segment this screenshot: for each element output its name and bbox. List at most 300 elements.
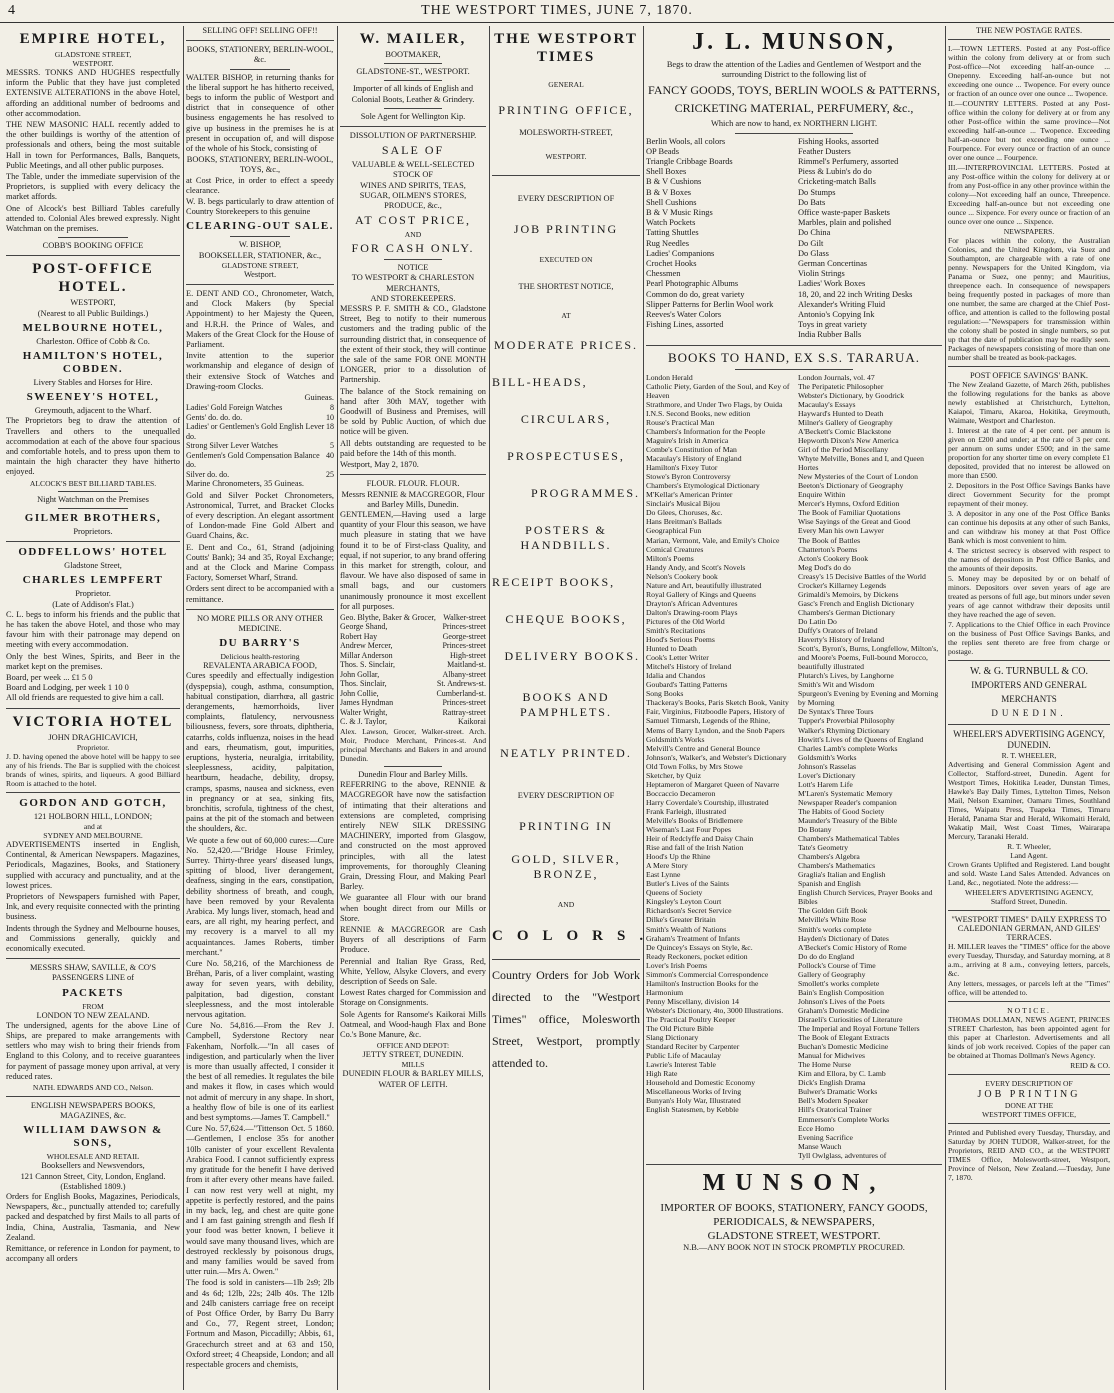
signer-row-cell: Cumberland-st. — [436, 688, 486, 698]
divider — [340, 474, 486, 475]
book-list-item: Newspaper Reader's companion — [798, 797, 897, 807]
book-list-item: Gallery of Geography — [798, 969, 866, 979]
book-list-item: Spanish and English — [798, 879, 861, 889]
dawson-title: WILLIAM DAWSON & SONS, — [23, 1124, 163, 1150]
mills-body-2: We guarantee all Flour with our brand when bought direct from our Mills or Store. — [340, 893, 486, 923]
empire-body-3: The Table, under the immediate supervision of the Proprietors, is supplied with every delicacy the market affords. — [6, 172, 180, 202]
night-watchman: Night Watchman on the Premises — [37, 494, 149, 504]
empire-body-2: THE NEW MASONIC HALL recently added to the other buildings is worthy of the attention of professionals and others, being the most suitable Hall in town for Performances, Balls, Banquets, Public Meetings, and all other public purposes. — [6, 120, 180, 170]
divider — [6, 255, 180, 256]
book-list-item: Rouse's Practical Man — [646, 417, 715, 427]
book-list-item: Goldsmith's Works — [646, 734, 705, 744]
book-list-item: Graham's Treatment of Infants — [646, 933, 740, 943]
divider — [948, 366, 1110, 367]
du-barry-body-6: The food is sold in canisters—1lb 2s9; 2lb and 4s 6d; 12lb, 22s; 24lb 40s. The 12lb and 24lb canisters carriage free on receipt of Post Office Order, by Barry Du Barry and Co., 77, Regent street, London; Fortnum and Mason, Piccadilly; Abbis, 61, Gracechurch street and at 63 and 150, Oxford street; 4 Cheapside, London; and all respectable grocers and chemists, — [186, 1278, 334, 1369]
book-list-item: A Mere Story — [646, 861, 688, 871]
book-list-item: Girl of the Period Miscellany — [798, 445, 889, 455]
column-3 — [340, 26, 486, 1390]
book-list-item: Graglia's Italian and English — [798, 870, 886, 880]
delivery-books: DELIVERY BOOKS. — [504, 648, 640, 663]
wheeler-sig: R. T. Wheeler, — [1007, 842, 1051, 851]
goods-list-item: Berlin Wools, all colors — [646, 136, 726, 146]
signer-row-cell: Robert Hay — [340, 631, 378, 641]
goods-list-item: Ladies' Companions — [646, 248, 715, 258]
executed-on: EXECUTED ON — [539, 255, 593, 265]
goods-list-item: Tatting Shuttles — [646, 228, 699, 238]
book-list-item: Beeton's Dictionary of Geography — [798, 481, 904, 491]
westport-times-title: THE WESTPORT TIMES — [494, 31, 638, 65]
at-label: AT — [561, 310, 571, 320]
divider — [384, 259, 442, 260]
book-list-item: The Peripatetic Philosopher — [798, 381, 884, 391]
signer-row-cell: Walker-street — [443, 612, 486, 622]
selling-off-sub: BOOKS, STATIONERY, BERLIN-WOOL, &c. — [186, 45, 334, 65]
book-list-item: Hood's Up the Rhine — [646, 852, 711, 862]
book-list-item: Charles Lamb's complete Works — [798, 743, 898, 753]
dent-body-6: Orders sent direct to be accompanied with a remittance. — [186, 584, 334, 604]
price-row-cell: Gents' do. do. do. — [186, 412, 243, 422]
book-list-item: Macaulay's History of England — [646, 454, 742, 464]
book-list-item: Rise and fall of the Irish Nation — [646, 843, 744, 853]
divider — [948, 1123, 1110, 1124]
book-list-item: Johnson's, Walker's, and Webster's Dictionary — [646, 752, 787, 762]
savings-body-6: 5. Money may be deposited by or on behalf of minors. Depositors over seven years of age are treated as persons of full age, but minors under seven years of age cannot withdraw their deposits until they have reached the age of seven. — [948, 574, 1110, 619]
book-list-item: Hayward's Hunted to Death — [798, 408, 884, 418]
book-list-item: Butler's Lives of the Saints — [646, 879, 729, 889]
book-list-item: Walker's Rhyming Dictionary — [798, 725, 890, 735]
flour-sub: Messrs RENNIE & MACGREGOR, Flour and Barley Mills, Dunedin. — [341, 489, 485, 509]
book-list-item: Acton's Cookery Book — [798, 553, 869, 563]
divider — [230, 69, 289, 70]
goods-list-item: OP Beads — [646, 146, 679, 156]
book-list-item: Cook's Letter Writer — [646, 653, 709, 663]
signer-row-cell: Maitland-st. — [447, 660, 486, 670]
book-list-item: Marian, Vermont, Vale, and Emily's Choice — [646, 535, 780, 545]
goods-list-item: Fishing Hooks, assorted — [798, 136, 879, 146]
book-list-item: Graham's Domestic Medicine — [798, 1005, 890, 1015]
book-list-item: Goldsmith's Works — [798, 752, 857, 762]
book-list-item: Wiseman's Last Four Popes — [646, 825, 731, 835]
flour-signers-table — [340, 613, 486, 727]
book-list-item: Chambers's German Dictionary — [798, 607, 896, 617]
dawson-sub-4: (Established 1809.) — [60, 1181, 126, 1191]
book-list-item: Manual for Midwives — [798, 1051, 866, 1061]
signer-row — [340, 613, 486, 623]
clearing-sale: CLEARING-OUT SALE. — [186, 220, 334, 233]
circulars: CIRCULARS, — [520, 411, 612, 426]
price-row-cell: 18 — [326, 422, 334, 432]
book-list-item: Smith's Wealth of Nations — [646, 924, 727, 934]
book-list-item: Duffy's Orators of Ireland — [798, 625, 878, 635]
miller-body-2: Any letters, messages, or parcels left at the "Times" office, will be attended to. — [948, 979, 1110, 997]
book-list-item: Lawrie's Interest Table — [646, 1060, 716, 1070]
westport-label: WESTPORT. — [545, 152, 587, 162]
savings-body-4: 3. A depositor in any one of the Post Office Banks can continue his deposits at any other of such Banks, and can withdraw his money at that Post Office Bank which is most convenient to him. — [948, 509, 1110, 545]
empire-body: MESSRS. TONKS AND HUGHES respectfully inform the Public that they have just completed EXTENSIVE ALTERATIONS in the above Hotel, affording an additional number of bedrooms and other accommodation. — [6, 68, 180, 118]
book-list-item: London Journals, vol. 47 — [798, 372, 875, 382]
goods-lists — [646, 137, 942, 341]
signer-row-cell: Geo. Blythe, Baker & Grocer, — [340, 612, 436, 622]
book-list-item: Howitt's Lives of the Queens of England — [798, 734, 924, 744]
book-list-item: Smollett's works complete — [798, 978, 880, 988]
shaw-body: The undersigned, agents for the above Line of Ships, are prepared to make arrangements with settlers who may wish to bring their friends from England to this Colony, and to receive guarantees for payment of passage money upon arrival, at very reduced rates. — [6, 1020, 180, 1081]
divider — [6, 708, 180, 709]
book-list-item: Richardson's Secret Service — [646, 906, 732, 916]
wheeler-body: Advertising and General Commission Agent and Collector, Stafford-street, Dunedin. Agent for Westport Times, Hokitika Leader, Dunstan Times, Hawke's Bay Daily Times, Lyttelton Times, Nelson Mail, Nelson Examiner, Oamaru Times, Southland Times, Waipatu Press, Tuapeka Times, Timaru Herald, Panama Star and Herald, Wikomaiti Herald, Wakatip Mail, West Coast Times, Wairarapa Mercury, Taranaki Herald. — [948, 760, 1110, 841]
price-row — [186, 451, 334, 470]
notice-title: NOTICE. — [1007, 1006, 1051, 1015]
english-newspapers: ENGLISH NEWSPAPERS BOOKS, MAGAZINES, &c. — [30, 1101, 156, 1121]
goods-list-item: Do Bats — [798, 197, 826, 207]
bishop-body-3: W. B. begs particularly to draw attention of Country Storekeepers to this genuine — [186, 197, 334, 217]
price-row — [186, 413, 334, 423]
book-list-item: Handy Andy, and Scott's Novels — [646, 562, 746, 572]
cobb-booking: COBB'S BOOKING OFFICE — [42, 241, 144, 251]
column-rule — [489, 26, 490, 1390]
lempfert-note: (Late of Addison's Flat.) — [52, 599, 134, 609]
gordon-gotch: GORDON AND GOTCH, — [19, 796, 167, 809]
mailer-sub: BOOTMAKER, — [385, 50, 441, 59]
book-list-item: Melville's White Rose — [798, 915, 867, 925]
dawson-body: Orders for English Books, Magazines, Periodicals, Newspapers, &c., punctually attended to; carefully packed and despatched by first Mails to all parts of India, China, Australia, Tasmania, and New Zealand. — [6, 1192, 180, 1242]
gilmer-sub: Proprietors. — [73, 526, 113, 536]
book-list-item: Thackeray's Books, Paris Sketch Book, Vanity Fair, Virginius, Fitzboodle Papers, History of Samuel Titmarsh, Legends of the Rhine, Mems of Barry Lyndon, and the Snob Papers — [646, 698, 789, 735]
colors: COLORS. — [492, 927, 658, 944]
smith-body: MESSRS P. F. SMITH & CO., Gladstone Street, Beg to notify to their numerous customers and the trading public of the surrounding district that, in consequence of the extent of their stock, they will continue the sale of the same FOR ONE MONTH LONGER, prior to a dissolution of Partnership. — [340, 304, 486, 385]
goods-list-item: 18, 20, and 22 inch Writing Desks — [798, 289, 913, 299]
dawson-sub-2: Booksellers and Newsvendors, — [41, 1161, 145, 1171]
book-list-item: Haverty's History of Ireland — [798, 635, 885, 645]
hamilton-sub: Livery Stables and Horses for Hire. — [33, 378, 153, 388]
signer-row-cell: John Collie, — [340, 688, 379, 698]
signer-row-cell: Thos. Sinclair, — [340, 679, 387, 689]
goods-list-item: Do China — [798, 228, 831, 238]
price-row — [186, 470, 334, 480]
flour-body-2: Alex. Lawson, Grocer, Walker-street. Arch. Moir, Produce Merchant, Princes-st. And principal Merchants and Bakers in and around Dunedin. — [340, 726, 486, 763]
masthead-title: THE WESTPORT TIMES, JUNE 7, 1870. — [421, 3, 693, 18]
book-list-item: Strathmore, and Under Two Flags, by Ouida — [646, 399, 783, 409]
book-list-item: Miscellaneous Works of Irving — [646, 1087, 742, 1097]
book-list-item: Chambers's Mathematical Tables — [798, 834, 900, 844]
book-list-item: Maunder's Treasury of the Bible — [798, 815, 898, 825]
signer-row-cell: Kaikorai — [458, 717, 486, 727]
book-list-item: Hood's Serious Poems — [646, 635, 715, 645]
shaw-from: FROM — [82, 1001, 104, 1011]
book-list-item: The Book of Battles — [798, 535, 861, 545]
book-list-item: New Mysteries of the Court of London — [798, 472, 918, 482]
book-list-item: English Church Services, Prayer Books and Bibles — [798, 888, 933, 907]
dent-body: E. DENT AND CO., Chronometer, Watch, and Clock Makers (by Special Appointment) to her Majesty the Queen, and H.R.H. the Prince of Wales, and Makers of the Great Clock for the House of Parliament. — [186, 289, 334, 350]
book-list-item: Ecce Homo — [798, 1123, 835, 1133]
book-list-item: Smith's Wit and Wisdom — [798, 680, 875, 690]
dent-body-4: Gold and Silver Pocket Chronometers, Astronomical, Turret, and Bracket Clocks of every description. An elegant assortment of London-made Fine Gold Albert and Guard Chains, &c. — [186, 490, 334, 541]
book-list-item: Royal Gallery of Kings and Queens — [646, 589, 756, 599]
divider — [58, 508, 128, 509]
wheeler-addr-2: Stafford Street, Dunedin. — [990, 897, 1068, 906]
savings-body-2: 1. Interest at the rate of 4 per cent. per annum is given on £200 and under; at the rate of 3 per cent. per annum on sums under £500; and in the same proportion for any shorter time on every complete £1 deposited, provided that no interest be allowed on more than £500. — [948, 426, 1110, 480]
wheeler-sub: R. T. WHEELER, — [1001, 751, 1057, 760]
lempfert-name: CHARLES LEMPFERT — [22, 574, 164, 587]
notice-line-2: TO WESTPORT & CHARLESTON — [351, 273, 475, 283]
book-list-item: Smith's Recitations — [646, 625, 706, 635]
sale-line-9: FOR CASH ONLY. — [351, 241, 475, 256]
book-list-item: Comical Creatures — [646, 544, 704, 554]
empire-body-4: One of Alcock's best Billiard Tables carefully attended to. Colonial Ales brewed expressly. Night Watchman on the premises. — [6, 203, 180, 234]
postage-body: I.—TOWN LETTERS. Posted at any Post-office within the colony from delivery at or from such Post-office—Not exceeding half-an-ounce ... Onepenny. Exceeding half-an-ounce but not exceeding one ounce ... Twopence. For every ounce or fraction of an ounce over one ounce ... Twopence. — [948, 44, 1110, 98]
books-list-right — [798, 373, 942, 1160]
du-barry-body-4: Cure No. 54,816.—From the Rev J. Campbell, Syderstone Rectory near Fakenham, Norfolk.—"In all cases of indigestion, and particularly when the liver is more than usually affected, I consider it the best of all remedies. It regulates the bile and makes it flow, in cases which would not admit of mercury in any shape. In short, a healthy flow of bile is one of its earliest and best symptoms.—James T. Campbell." — [186, 1021, 334, 1123]
shaw-sig: NATH. EDWARDS AND CO., Nelson. — [32, 1083, 154, 1092]
book-list-item: Webster's Dictionary, 4to, 3000 Illustrations. — [646, 1005, 784, 1015]
book-list-item: Tupper's Proverbial Philosophy — [798, 716, 895, 726]
book-list-item: The Book of Elegant Extracts — [798, 1033, 890, 1043]
bishop-sig-3: GLADSTONE STREET, — [221, 260, 299, 270]
divider — [6, 541, 180, 542]
wheeler-addr: WHEELER'S ADVERTISING AGENCY, — [965, 888, 1093, 897]
depot-5: WATER OF LEITH. — [378, 1079, 448, 1089]
book-list-item: Hayden's Dictionary of Dates — [798, 933, 889, 943]
and-label: AND — [557, 899, 575, 909]
mills-body-5: Lowest Rates charged for Commission and Storage on Consignments. — [340, 988, 486, 1008]
goods-list-item: Ladies' Work Boxes — [798, 279, 866, 289]
goods-list-item: Feather Dusters — [798, 146, 851, 156]
gordon-body: ADVERTISEMENTS inserted in English, Continental, & American Newspapers. Magazines, Periodicals, Magazines, Books, and Stationery supplied with accuracy and punctuality, and at the lowest prices. — [6, 839, 180, 890]
signer-row — [340, 651, 486, 661]
price-row-cell: Strong Silver Lever Watches — [186, 441, 278, 451]
price-row-cell: 25 — [326, 469, 334, 479]
posters-handbills: POSTERS & HANDBILLS. — [520, 522, 612, 552]
postage-body-3: III.—INTERPROVINCIAL LETTERS. Posted at any Post-office within the colony for delivery at or from any Post-office in any other province within the colony—Not exceeding half an ounce, Threepence. Exceeding half-an-ounce but not exceeding one ounce ... Sixpence. For every ounce or fraction of an ounce over one ounce ... Sixpence. — [948, 163, 1110, 226]
signer-row-cell: Albany-street — [442, 669, 486, 679]
sale-line-5: SUGAR, OILMEN'S STORES, — [359, 190, 467, 200]
signer-row-cell: St. Andrews-st. — [436, 679, 486, 689]
book-list-item: Penny Miscellany, division 14 — [646, 996, 740, 1006]
price-row-cell: 40 — [326, 450, 334, 460]
signer-row-cell: James Hyndman — [340, 698, 394, 708]
sale-line-3: STOCK OF — [392, 170, 434, 180]
book-list-item: Maguire's Irish in America — [646, 436, 729, 445]
savings-body-3: 2. Depositors in the Post Office Savings Banks have direct Government Security for the prompt repayment of their money. — [948, 481, 1110, 508]
book-list-item: De Quincey's Essays on Style, &c. — [646, 942, 753, 952]
book-list-item: Sketcher, by Quiz — [646, 770, 701, 780]
mailer-body: Importer of all kinds of English and — [352, 84, 474, 94]
book-list-item: Ready Reckoners, pocket edition — [646, 951, 748, 961]
goods-list-item: Alexander's Writing Fluid — [798, 299, 886, 309]
mailer-body-3: Sole Agent for Wellington Kip. — [360, 111, 466, 121]
book-list-item: The Practical Poultry Keeper — [646, 1015, 736, 1024]
book-list-item: Enquire Within — [798, 490, 846, 500]
book-list-item: Harry Coverdale's Courtship, illustrated — [646, 797, 769, 807]
book-list-item: Do do do England — [798, 951, 855, 961]
book-list-item: Nature and Art, beautifully illustrated — [646, 580, 762, 590]
du-barry-sub-2: REVALENTA ARABICA FOOD, — [203, 661, 317, 671]
divider — [735, 133, 853, 134]
munson-title: J. L. MUNSON, — [692, 29, 896, 55]
prospectuses: PROSPECTUSES, — [507, 448, 625, 463]
book-list-item: Chatterton's Poems — [798, 544, 858, 554]
molesworth: MOLESWORTH-STREET, — [519, 128, 613, 137]
mills-body-6: Sole Agents for Ransome's Kaikorai Mills Oatmeal, and Wood-haugh Flax and Bone Co.'s Bone Manure, &c. — [340, 1009, 486, 1040]
book-list-item: Smith's works complete — [798, 924, 872, 934]
sale-line-8: AND — [404, 230, 422, 240]
bishop-sig-2: BOOKSELLER, STATIONER, &c., — [198, 250, 322, 260]
signer-row-cell: Princes-street — [442, 641, 486, 651]
goods-list-item: Slipper Patterns for Berlin Wool work — [646, 299, 774, 309]
dawson-sub: WHOLESALE AND RETAIL — [46, 1152, 140, 1162]
signer-row-cell: Princes-street — [442, 698, 486, 708]
dent-body-5: E. Dent and Co., 61, Strand (adjoining Coutts' Bank); 34 and 35, Royal Exchange; and at the Clock and Marine Compass Factory, Somerset Wharf, Strand. — [186, 542, 334, 583]
sale-line-6: PRODUCE, &c., — [384, 201, 442, 211]
divider — [492, 175, 640, 176]
signer-row-cell: George-street — [442, 631, 486, 641]
column-4 — [492, 26, 658, 1390]
book-list-item: Creasy's 15 Decisive Battles of the World — [798, 571, 926, 581]
mills-body-4: Perennial and Italian Rye Grass, Red, White, Yellow, Alsyke Clovers, and every description of Seeds on Sale. — [340, 956, 486, 986]
mailer-address: GLADSTONE-ST., WESTPORT. — [356, 67, 470, 77]
bishop-sig-4: Westport. — [243, 269, 277, 279]
book-list-item: The Habits of Good Society — [798, 806, 885, 816]
du-barry-body: Cures speedily and effectually indigestion (dyspepsia), cough, asthma, consumption, habitual constipation, diarrhœa, all gastric derangements, hæmorrhoids, liver complaints, flatulency, nervousness biliousness, fevers, sore throats, diphtheria, catarrhs, colds influenza, noises in the head and ears, rheumatism, gout, impurities, eruptions, hysteria, neuralgia, irritability, sleeplessness, acidity, palpitation, heartburn, headache, debility, dropsy, cramps, spasms, nausea and sickness, even in pregnancy or at sea, sinking fits, bronchitis, scrofula, tightness of the chest, pains at the pit of the stomach and between the shoulders, &c. — [186, 671, 334, 834]
savings-title: POST OFFICE SAVINGS' BANK. — [969, 371, 1088, 380]
price-row-cell: 5 — [330, 441, 334, 451]
book-list-item: Geographical Fun — [646, 526, 702, 536]
books-pamphlets: BOOKS AND PAMPHLETS. — [520, 689, 612, 719]
bishop-body-2: at Cost Price, in order to effect a speedy clearance. — [186, 175, 334, 195]
proprietors-body: The Proprietors beg to draw the attention of Travellers and others to the unequalled accommodation at each of the above four spacious and comfortable hotels, and to press upon them to maintain the high character they have hitherto enjoyed. — [6, 416, 180, 477]
signer-row — [340, 641, 486, 651]
divider — [230, 236, 289, 237]
northern-light-note: Which are now to hand, ex NORTHERN LIGHT. — [710, 119, 878, 129]
divider — [6, 1096, 180, 1097]
goods-list-item: Do Glass — [798, 248, 829, 258]
book-list-item: De Syntax's Three Tours — [798, 707, 874, 717]
books-lists — [646, 373, 942, 1160]
goods-list-item: Antonio's Copying Ink — [798, 310, 875, 320]
book-list-item: Sinclair's Musical Bijou — [646, 499, 720, 509]
oddfellows-hotel: ODDFELLOWS' HOTEL — [18, 546, 168, 559]
divider — [384, 108, 442, 109]
book-list-item: Lott's Harem Life — [798, 779, 853, 789]
goods-list-item: India Rubber Balls — [798, 330, 862, 340]
divider — [6, 792, 180, 793]
book-list-item: Grimaldi's Memoirs, by Dickens — [798, 589, 899, 599]
signer-row — [340, 670, 486, 680]
book-list-item: M'Kellar's American Printer — [646, 490, 733, 500]
post-office-note: (Nearest to all Public Buildings.) — [37, 308, 149, 318]
book-list-item: Do Botany — [798, 825, 832, 835]
no-more-pills: NO MORE PILLS OR ANY OTHER MEDICINE. — [196, 613, 324, 633]
melbourne-hotel: MELBOURNE HOTEL, — [22, 321, 164, 334]
newspapers-title: NEWSPAPERS. — [1003, 227, 1055, 236]
book-list-item: Stowe's Byron Controversy — [646, 472, 731, 482]
column-5 — [646, 26, 942, 1390]
goods-list-item: Cricketing-match Balls — [798, 177, 876, 187]
divider — [948, 910, 1110, 911]
miller-body: H. MILLER leaves the "TIMES" office for the above every Tuesday, Thursday, and Saturday morning, at 8 a.m., arriving at 8 a.m., conveying letters, parcels, &c. — [948, 942, 1110, 978]
book-list-item: English Statesmen, by Kebble — [646, 1105, 739, 1115]
book-list-item: Lover's Irish Poems — [646, 960, 708, 970]
book-list-item: Milton's Poems — [646, 553, 694, 563]
munson-footer-title: MUNSON, — [702, 1169, 886, 1196]
book-list-item: Mitchel's History of Ireland — [646, 662, 732, 672]
goods-list-item: Watch Pockets — [646, 218, 696, 228]
du-barry-title: DU BARRY'S — [219, 637, 301, 650]
signer-row-cell: Thos. S. Sinclair, — [340, 660, 396, 670]
gladstone-line: GLADSTONE STREET, WESTPORT. — [707, 1229, 881, 1242]
book-list-item: Heir of Redclyffe and Daisy Chain — [646, 834, 754, 844]
book-list-item: Bunyan's Holy War, Illustrated — [646, 1096, 741, 1106]
signer-row-cell: Rattray-street — [442, 707, 486, 717]
importer-line: IMPORTER OF BOOKS, STATIONERY, FANCY GOODS, — [660, 1201, 928, 1214]
shaw-saville: MESSRS SHAW, SAVILLE, & CO'S PASSENGERS LINE of — [29, 963, 157, 983]
mills-body-3: RENNIE & MACGREGOR are Cash Buyers of all descriptions of Farm Produce. — [340, 924, 486, 955]
guineas-label: Guineas. — [304, 393, 334, 403]
price-row — [186, 403, 334, 413]
flour-body: GENTLEMEN,—Having used a large quantity of your Flour this season, we have much pleasure in stating that we have found it to be of First-class Quality, and equal, if not superior, to any brand offering in this market for strength, colour, and flavour. We have also disposed of same in small bags, and our customers unanimously pronounce it most excellent for all purposes. — [340, 509, 486, 611]
book-list-item: Dalton's Drawing-room Plays — [646, 607, 738, 617]
signer-row-cell: Princes-street — [442, 622, 486, 632]
book-list-item: Do Latin Do — [798, 616, 837, 626]
gordon-sub: 121 HOLBORN HILL, LONDON; — [33, 811, 153, 821]
board-week: Board, per week ... £1 5 0 — [6, 672, 93, 682]
signer-row-cell: Millar Anderson — [340, 650, 393, 660]
signer-row — [340, 622, 486, 632]
dent-body-2: Invite attention to the superior workmanship and elegance of design of their extensive Stock of Watches and Drawing-room Clocks. — [186, 351, 334, 391]
book-list-item: Dick's English Drama — [798, 1078, 866, 1088]
wheeler-body-2: Crown Grants Uplifted and Registered. Land bought and sold. Waste Land Sales Attended. Advances on Land, &c., negotiated. Note the address:— — [948, 860, 1110, 887]
book-list-item: Evening Sacrifice — [798, 1132, 853, 1142]
goods-list-item: Fishing Lines, assorted — [646, 320, 724, 330]
post-office-town: WESTPORT, — [70, 298, 116, 308]
goods-list-item: Reeves's Water Colors — [646, 310, 722, 320]
notice-label: NOTICE — [397, 263, 429, 273]
goods-list-item: Chessmen — [646, 269, 681, 279]
book-list-item: A'Becket's Comic History of Rome — [798, 942, 907, 952]
post-office-hotel-title: POST-OFFICE HOTEL. — [32, 261, 154, 296]
victoria-sub-2: Proprietor. — [76, 742, 110, 752]
lempfert-body-3: All old friends are requested to give him a call. — [6, 693, 164, 703]
signer-row — [340, 717, 486, 727]
alcock-billiards: ALCOCK'S BEST BILLIARD TABLES. — [29, 478, 157, 488]
book-list-item: Hunted to Death — [646, 644, 697, 654]
book-list-item: Do Glees, Choruses, &c. — [646, 508, 723, 518]
book-list-item: Whyte Melville, Bones and I, and Queen Hortes — [798, 454, 924, 473]
column-rule — [643, 26, 644, 1390]
du-barry-sub: Delicious health-restoring — [220, 652, 300, 662]
divider — [492, 959, 640, 960]
book-list-item: Manse Wauch — [798, 1141, 842, 1151]
office-footer: WESTPORT TIMES OFFICE, — [982, 1110, 1076, 1119]
goods-list-item: Shell Cushions — [646, 197, 697, 207]
price-row — [186, 441, 334, 451]
book-list-item: Nelson's Cookery book — [646, 571, 718, 581]
turnbull-sub-2: MERCHANTS — [1001, 694, 1057, 704]
victoria-body: J. D. having opened the above hotel will be happy to see any of his friends. The Bar is supplied with the choicest brands of wines, spirits, and liqueurs. A good Billiard Room is attached to the hotel. — [6, 751, 180, 788]
book-list-item: Household and Domestic Economy — [646, 1078, 756, 1088]
postage-title: THE NEW POSTAGE RATES. — [975, 26, 1083, 35]
goods-list-item: B & V Boxes — [646, 187, 692, 197]
goods-list-item: Marbles, plain and polished — [798, 218, 892, 228]
book-list-item: Wise Sayings of the Great and Good — [798, 517, 911, 527]
turnbull-sub: IMPORTERS AND GENERAL — [971, 680, 1087, 690]
notice-line-4: AND STOREKEEPERS. — [370, 293, 456, 303]
wheeler-title: WHEELER'S ADVERTISING AGENCY, DUNEDIN. — [953, 729, 1105, 750]
empire-hotel-title: EMPIRE HOTEL, — [19, 31, 167, 47]
divider — [384, 63, 442, 64]
divider — [948, 1074, 1110, 1075]
book-list-item: The Book of Familiar Quotations — [798, 508, 901, 518]
oddfellows-sub: Gladstone Street, — [64, 561, 122, 571]
